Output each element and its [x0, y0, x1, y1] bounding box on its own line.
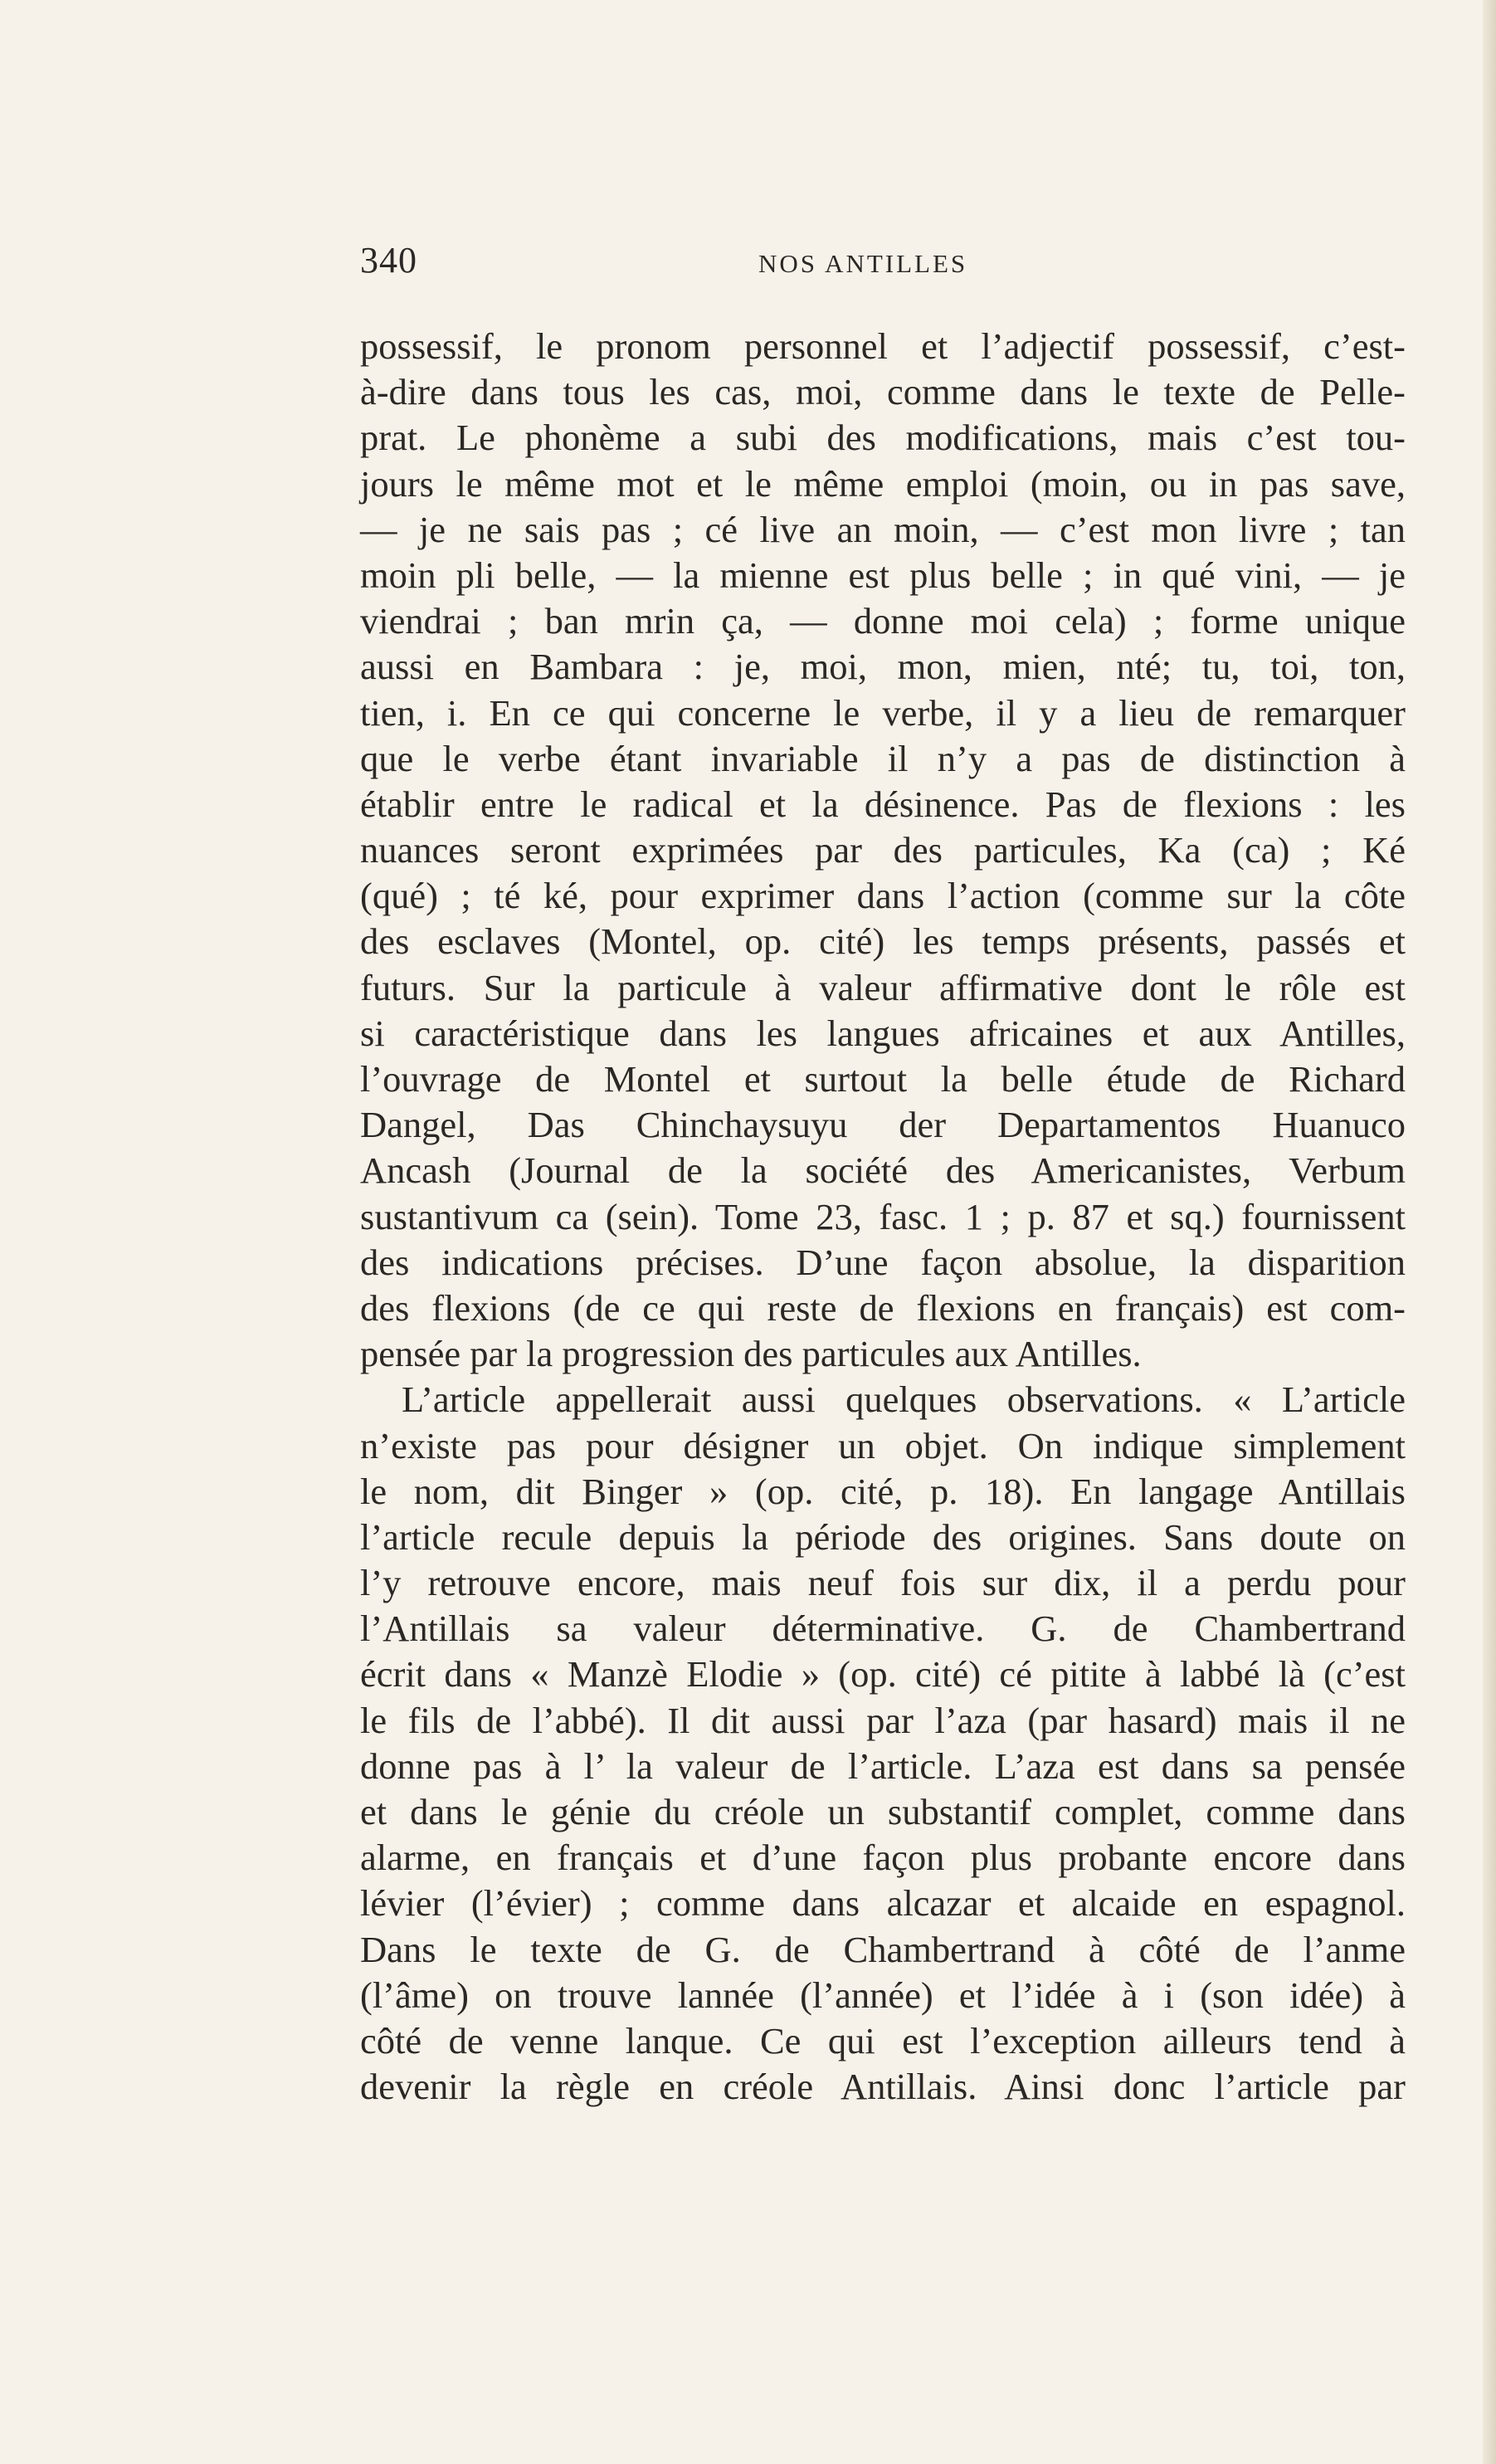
text-line: viendrai ; ban mrin ça, — donne moi cela) ; forme unique	[360, 600, 1406, 642]
text-line: devenir la règle en créole Antillais. Ainsi donc l’article par	[360, 2066, 1406, 2108]
text-line: possessif, le pronom personnel et l’adjectif possessif, c’est-	[360, 325, 1406, 367]
text-line: des indications précises. D’une façon absolue, la disparition	[360, 1241, 1406, 1283]
running-title: NOS ANTILLES	[758, 249, 968, 278]
text-line: jours le même mot et le même emploi (moin, ou in pas save,	[360, 462, 1406, 505]
text-line: le fils de l’abbé). Il dit aussi par l’aza (par hasard) mais il ne	[360, 1699, 1406, 1741]
text-line: que le verbe étant invariable il n’y a pas de distinction à	[360, 737, 1406, 779]
text-line: l’Antillais sa valeur déterminative. G. de Chambertrand	[360, 1608, 1406, 1650]
text-line: Dangel, Das Chinchaysuyu der Departamentos Huanuco	[360, 1104, 1406, 1146]
text-line: L’article appellerait aussi quelques observations. « L’article	[402, 1378, 1406, 1421]
text-line: prat. Le phonème a subi des modifications, mais c’est tou-	[360, 417, 1406, 459]
text-line: lévier (l’évier) ; comme dans alcazar et alcaide en espagnol.	[360, 1882, 1406, 1925]
text-line: écrit dans « Manzè Elodie » (op. cité) cé pitite à labbé là (c’est	[360, 1653, 1406, 1696]
text-line: l’article recule depuis la période des origines. Sans doute on	[360, 1515, 1406, 1558]
page-edge	[1483, 0, 1496, 2464]
text-line: sustantivum ca (sein). Tome 23, fasc. 1 ; p. 87 et sq.) fournissent	[360, 1195, 1406, 1237]
text-line: à-dire dans tous les cas, moi, comme dans le texte de Pelle-	[360, 371, 1406, 413]
text-line: n’existe pas pour désigner un objet. On indique simplement	[360, 1424, 1406, 1466]
text-line: et dans le génie du créole un substantif complet, comme dans	[360, 1791, 1406, 1832]
text-line: des flexions (de ce qui reste de flexions en français) est com-	[360, 1286, 1406, 1329]
text-line: des esclaves (Montel, op. cité) les temps présents, passés et	[360, 920, 1406, 963]
text-line: alarme, en français et d’une façon plus probante encore dans	[360, 1837, 1406, 1879]
text-line: le nom, dit Binger » (op. cité, p. 18). En langage Antillais	[360, 1470, 1406, 1512]
text-line: si caractéristique dans les langues africaines et aux Antilles,	[360, 1012, 1406, 1054]
text-line: Ancash (Journal de la société des Americanistes, Verbum	[360, 1149, 1406, 1192]
body-text	[360, 324, 1406, 2110]
text-line: l’y retrouve encore, mais neuf fois sur dix, il a perdu pour	[360, 1562, 1406, 1604]
running-header	[360, 236, 1406, 285]
text-line: donne pas à l’ la valeur de l’article. L’aza est dans sa pensée	[360, 1744, 1406, 1787]
text-line: Dans le texte de G. de Chambertrand à côté de l’anme	[360, 1928, 1406, 1970]
text-line: aussi en Bambara : je, moi, mon, mien, nté; tu, toi, ton,	[360, 646, 1406, 688]
text-line: futurs. Sur la particule à valeur affirmative dont le rôle est	[360, 966, 1406, 1008]
text-line: — je ne sais pas ; cé live an moin, — c’est mon livre ; tan	[360, 508, 1406, 550]
text-line: nuances seront exprimées par des particules, Ka (ca) ; Ké	[360, 829, 1406, 871]
text-line: (l’âme) on trouve lannée (l’année) et l’idée à i (son idée) à	[360, 1974, 1406, 2016]
text-line: côté de venne lanque. Ce qui est l’exception ailleurs tend à	[360, 2019, 1406, 2061]
text-line: pensée par la progression des particules aux Antilles.	[360, 1333, 1142, 1375]
text-line: moin pli belle, — la mienne est plus belle ; in qué vini, — je	[360, 554, 1406, 596]
text-line: (qué) ; té ké, pour exprimer dans l’action (comme sur la côte	[360, 875, 1406, 917]
text-line: tien, i. En ce qui concerne le verbe, il y a lieu de remarquer	[360, 691, 1406, 734]
text-line: établir entre le radical et la désinence. Pas de flexions : les	[360, 783, 1406, 825]
text-line: l’ouvrage de Montel et surtout la belle étude de Richard	[360, 1058, 1406, 1100]
page-number: 340	[360, 240, 417, 281]
